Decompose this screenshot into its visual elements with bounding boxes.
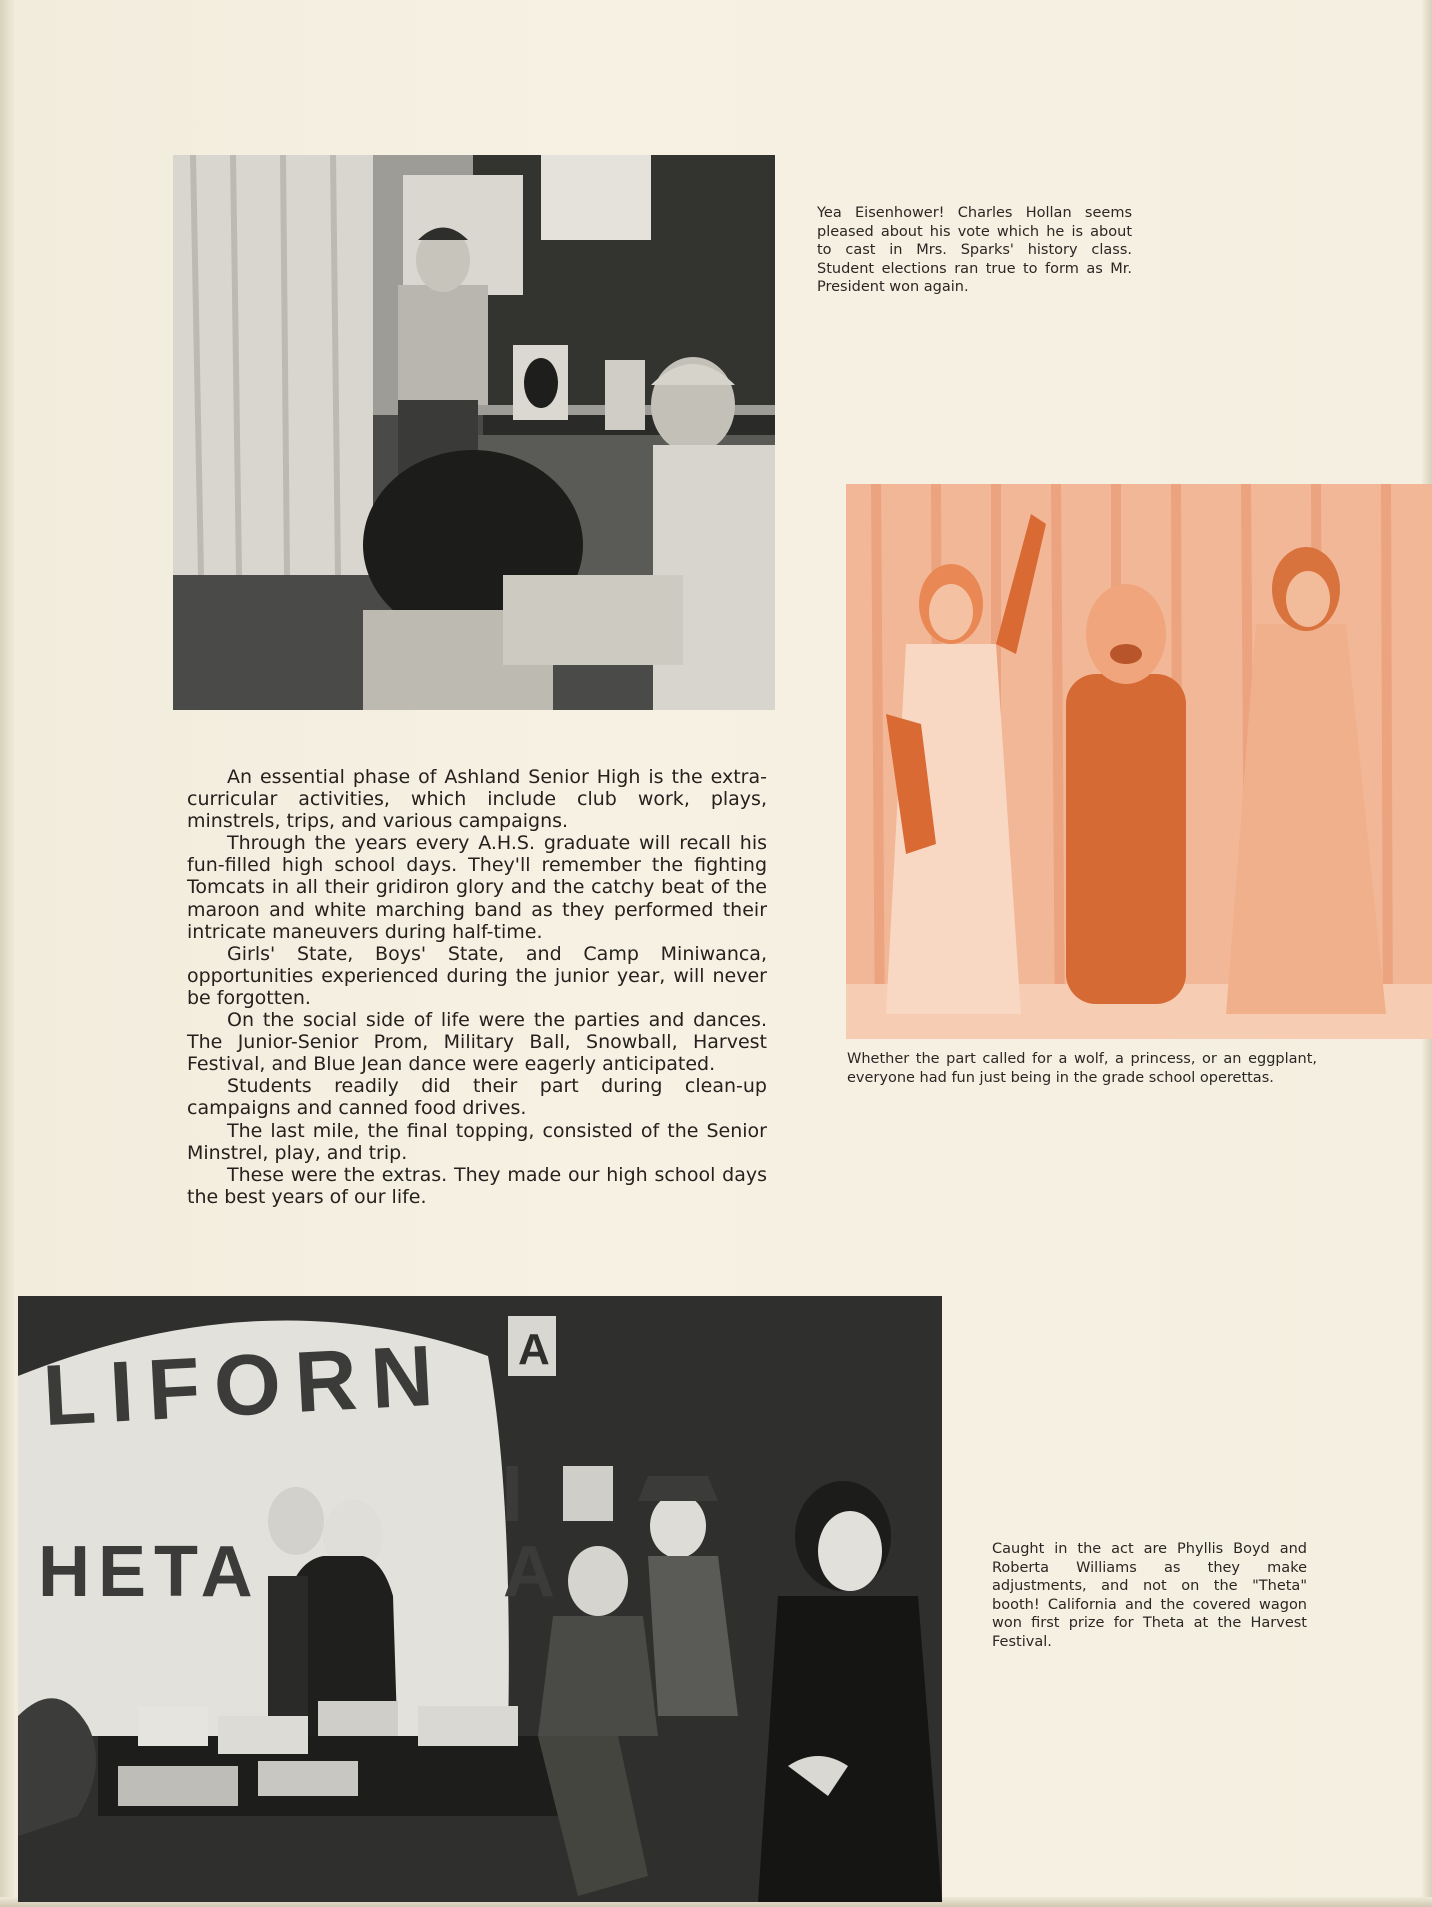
election-caption: Yea Eisenhower! Charles Hollan seems pleased about his vote which he is about to cast in Mrs. Sparks' history class. Student elections ran true to form as Mr. President won again. (817, 205, 1132, 295)
body-paragraph: Girls' State, Boys' State, and Camp Miniwanca, opportunities experienced during the junior year, will never be forgotten. (187, 942, 767, 1009)
operetta-photo-art (846, 484, 1432, 1039)
festival-photo-art (18, 1296, 942, 1902)
operetta-caption: Whether the part called for a wolf, a princess, or an eggplant, everyone had fun just being in the grade school operettas. (847, 1051, 1317, 1086)
election-photo (173, 155, 775, 710)
body-paragraph: On the social side of life were the parties and dances. The Junior-Senior Prom, Military Ball, Snowball, Harvest Festival, and Blue Jean dance were eagerly anticipated. (187, 1009, 767, 1076)
body-text (187, 766, 767, 1208)
page-edge-left (0, 0, 14, 1907)
body-paragraph: The last mile, the final topping, consisted of the Senior Minstrel, play, and trip. (187, 1119, 767, 1164)
body-paragraph: These were the extras. They made our high school days the best years of our life. (187, 1163, 767, 1208)
festival-photo (18, 1296, 942, 1902)
banner-theta-text: HETA (38, 1532, 261, 1612)
operetta-photo (846, 484, 1432, 1039)
banner-side-letter: I (501, 1449, 524, 1538)
banner-california-text: LIFORN (40, 1327, 450, 1445)
election-photo-art (173, 155, 775, 710)
body-paragraph: An essential phase of Ashland Senior High is the extra-curricular activities, which include club work, plays, minstrels, trips, and various campaigns. (187, 766, 767, 833)
body-paragraph: Through the years every A.H.S. graduate will recall his fun-filled high school days. They'll remember the fighting Tomcats in all their gridiron glory and the catchy beat of the maroon and white marching band as they performed their intricate maneuvers during half-time. (187, 832, 767, 943)
festival-caption: Caught in the act are Phyllis Boyd and Roberta Williams as they make adjustments, and not on the "Theta" booth! California and the covered wagon won first prize for Theta at the Harvest Festival. (992, 1541, 1307, 1650)
banner-a-letter: A (503, 1532, 555, 1612)
wall-sign-letter: A (518, 1325, 550, 1374)
body-paragraph: Students readily did their part during clean-up campaigns and canned food drives. (187, 1075, 767, 1120)
